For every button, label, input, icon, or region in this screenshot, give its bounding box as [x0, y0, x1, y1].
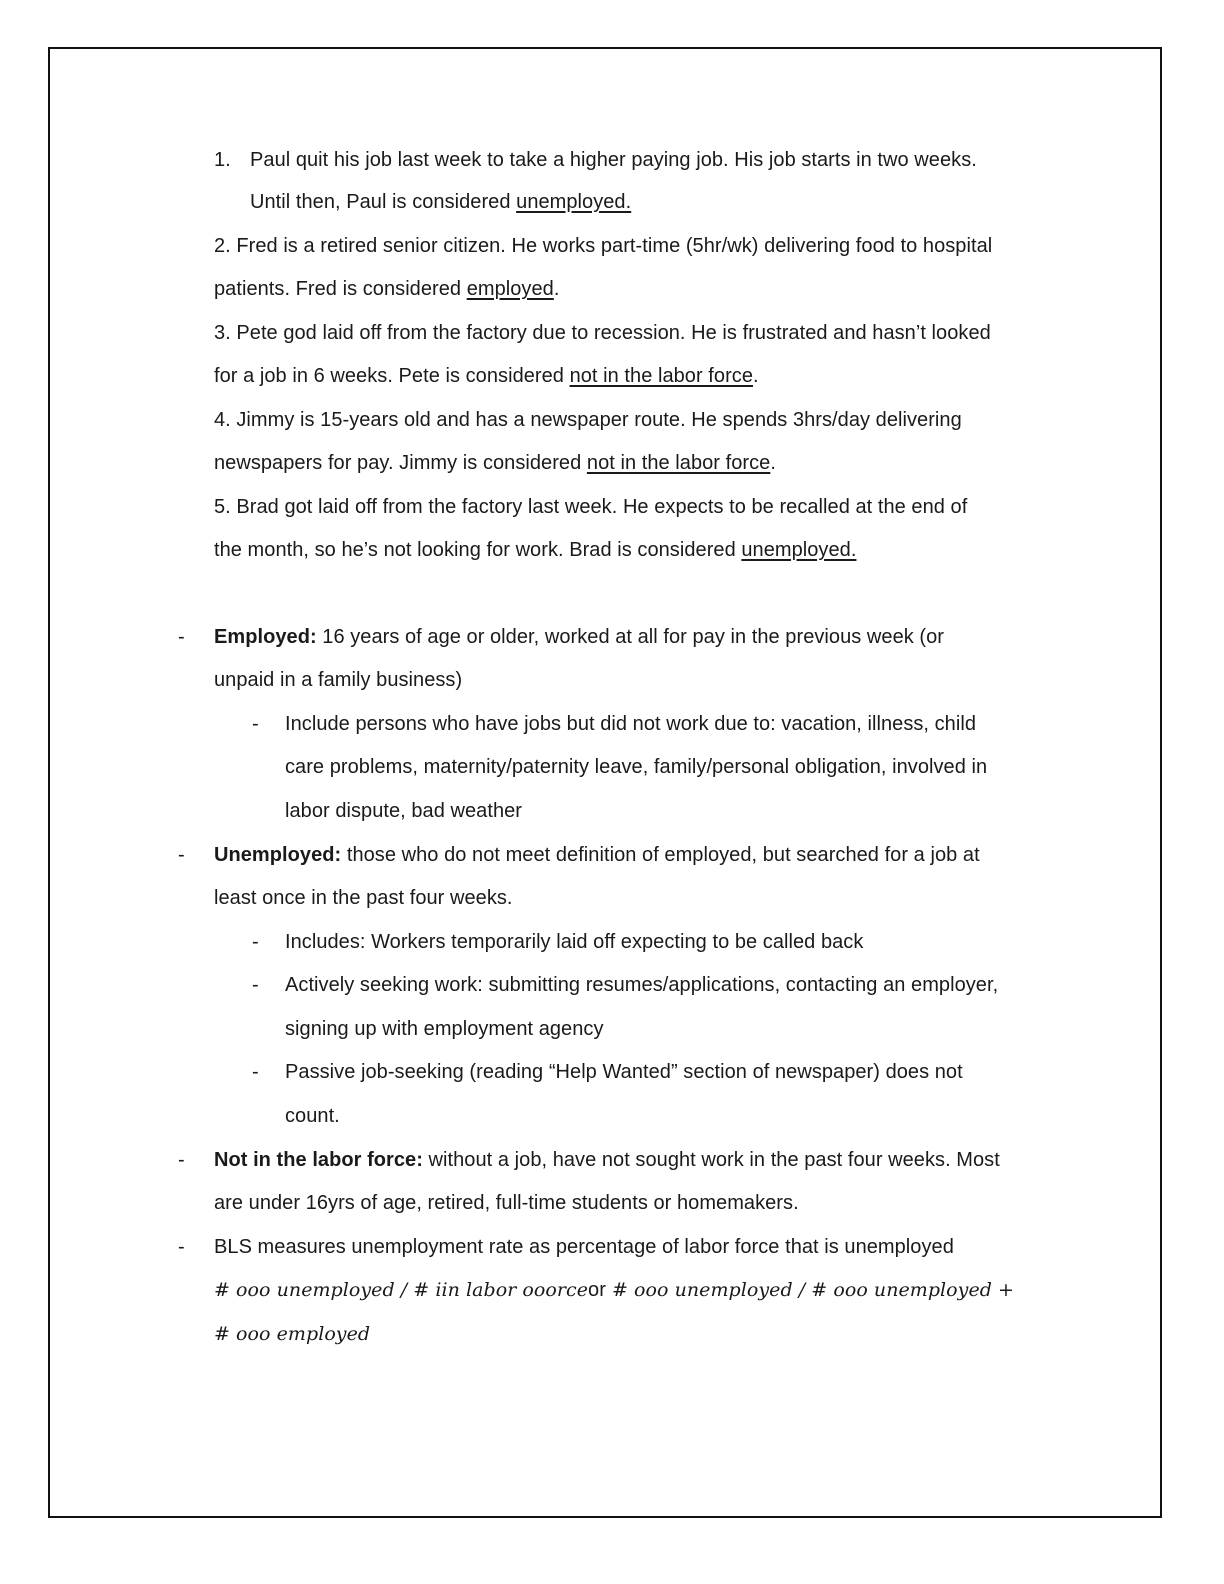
unemployed-definition-line1: Unemployed: those who do not meet definition of employed, but searched for a job at: [214, 844, 980, 866]
nilf-definition-line2: are under 16yrs of age, retired, full-time students or homemakers.: [214, 1192, 799, 1214]
nilf-definition-line1: Not in the labor force: without a job, have not sought work in the past four weeks. Most: [214, 1149, 1000, 1171]
unemployed-sub-2-line1: Actively seeking work: submitting resumes/applications, contacting an employer,: [285, 974, 999, 996]
unemployed-sub-2-line2: signing up with employment agency: [285, 1018, 604, 1040]
question-5-answer: unemployed.: [741, 539, 857, 561]
question-4-line2: newspapers for pay. Jimmy is considered not in the labor force.: [214, 452, 776, 474]
bullet-dash: -: [178, 844, 185, 866]
employed-sub-line1: Include persons who have jobs but did not work due to: vacation, illness, child: [285, 713, 977, 735]
question-3-line2: for a job in 6 weeks. Pete is considered not in the labor force.: [214, 365, 759, 387]
unemployed-term: Unemployed:: [214, 844, 342, 866]
bls-formula-continued: [214, 1322, 370, 1346]
question-1-line1: Paul quit his job last week to take a higher paying job. His job starts in two weeks.: [250, 149, 977, 171]
sub-bullet-dash: -: [252, 931, 259, 953]
question-5-line1: 5. Brad got laid off from the factory last week. He expects to be recalled at the end of: [214, 496, 968, 518]
unemployed-sub-3-line2: count.: [285, 1105, 340, 1127]
bls-formula: [214, 1278, 1014, 1302]
question-4-answer: not in the labor force: [586, 452, 771, 474]
question-1-answer: unemployed.: [516, 191, 632, 213]
employed-term: Employed:: [214, 626, 317, 648]
question-1-number: 1.: [214, 149, 231, 171]
formula-a: # ooo unemployed / # iin labor ooorce: [214, 1279, 589, 1301]
question-2-answer: employed: [466, 278, 554, 300]
employed-definition-line2: unpaid in a family business): [214, 669, 463, 691]
question-3-answer: not in the labor force: [569, 365, 754, 387]
question-5-line2: the month, so he’s not looking for work. Brad is considered unemployed.: [214, 539, 857, 561]
bullet-dash: -: [178, 1236, 185, 1258]
sub-bullet-dash: -: [252, 713, 259, 735]
unemployed-sub-3-line1: Passive job-seeking (reading “Help Wanted” section of newspaper) does not: [285, 1061, 963, 1083]
sub-bullet-dash: -: [252, 974, 259, 996]
question-3-line1: 3. Pete god laid off from the factory due to recession. He is frustrated and hasn’t looked: [214, 322, 991, 344]
bullet-dash: -: [178, 626, 185, 648]
formula-c: # ooo employed: [214, 1323, 371, 1345]
question-2-line1: 2. Fred is a retired senior citizen. He works part-time (5hr/wk) delivering food to hospital: [214, 235, 993, 257]
question-2-line2: patients. Fred is considered employed.: [214, 278, 560, 300]
employed-sub-line3: labor dispute, bad weather: [285, 800, 523, 822]
bls-line1: BLS measures unemployment rate as percentage of labor force that is unemployed: [214, 1236, 954, 1258]
question-1-line2: Until then, Paul is considered unemployed.: [250, 191, 632, 213]
unemployed-definition-line2: least once in the past four weeks.: [214, 887, 513, 909]
employed-definition-line1: Employed: 16 years of age or older, worked at all for pay in the previous week (or: [214, 626, 944, 648]
formula-or: or: [588, 1279, 606, 1301]
bullet-dash: -: [178, 1149, 185, 1171]
formula-b: # ooo unemployed / # ooo unemployed +: [605, 1279, 1015, 1301]
nilf-term: Not in the labor force:: [214, 1149, 423, 1171]
sub-bullet-dash: -: [252, 1061, 259, 1083]
question-4-line1: 4. Jimmy is 15-years old and has a newspaper route. He spends 3hrs/day delivering: [214, 409, 962, 431]
unemployed-sub-1: Includes: Workers temporarily laid off expecting to be called back: [285, 931, 864, 953]
employed-sub-line2: care problems, maternity/paternity leave, family/personal obligation, involved in: [285, 756, 988, 778]
